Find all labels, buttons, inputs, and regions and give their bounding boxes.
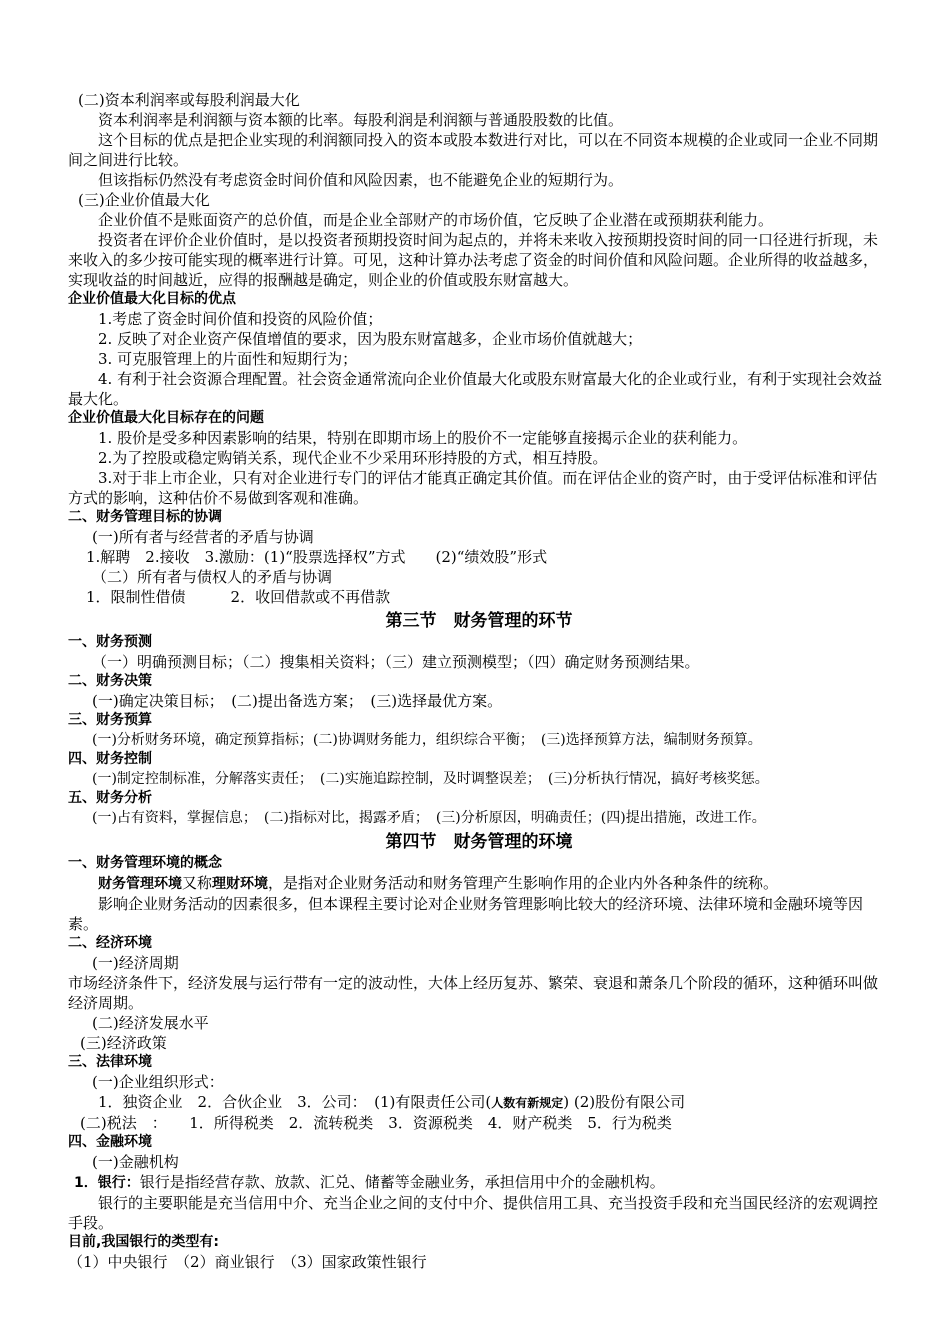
bold-heading: 五、财务分析 — [68, 790, 152, 806]
subheading: (三)企业价值最大化 — [78, 191, 210, 209]
list-item — [68, 1092, 890, 1113]
paragraph: 资本利润率是利润额与资本额的比率。每股利润是利润额与普通股股数的比值。 — [98, 111, 624, 129]
document-page — [68, 90, 890, 1272]
text-span: 又称 — [182, 874, 213, 892]
paragraph: 企业价值不是账面资产的总价值，而是企业全部财产的市场价值，它反映了企业潜在或预期获利能力。 — [98, 211, 774, 229]
text-span: ，是指对企业财务活动和财务管理产生影响作用的企业内外各种条件的统称。 — [268, 874, 779, 892]
list-item: (一)制定控制标准，分解落实责任； (二)实施追踪控制，及时调整误差； (三)分析执行情况，搞好考核奖惩。 — [92, 771, 769, 787]
subheading: (一)所有者与经营者的矛盾与协调 — [92, 528, 314, 546]
bold-heading: 二、经济环境 — [68, 935, 152, 951]
list-item: (一)确定决策目标； (二)提出备选方案； (三)选择最优方案。 — [92, 692, 503, 710]
term-bold: 1．银行： — [74, 1175, 140, 1191]
note-bold: 人数有新规定 — [491, 1096, 564, 1110]
bold-heading: 企业价值最大化目标存在的问题 — [68, 410, 264, 426]
section-title: 第四节 财务管理的环境 — [385, 832, 573, 852]
list-item: 1.考虑了资金时间价值和投资的风险价值； — [98, 310, 383, 328]
bold-heading: 企业价值最大化目标的优点 — [68, 291, 236, 307]
list-item: 1.解聘 2.接收 3.激励：(1)“股票选择权”方式 (2)“绩效股”形式 — [86, 548, 548, 566]
paragraph: 银行的主要职能是充当信用中介、充当企业之间的支付中介、提供信用工具、充当投资手段和充当国民经济的宏观调控手段。 — [68, 1194, 879, 1232]
text-span: 银行是指经营存款、放款、汇兑、储蓄等金融业务，承担信用中介的金融机构。 — [139, 1173, 665, 1191]
paragraph: 投资者在评价企业价值时，是以投资者预期投资时间为起点的，并将未来收入按预期投资时间的同一口径进行折现，未来收入的多少按可能实现的概率进行计算。可见，这种计算办法考虑了资金的时间价值和风险问题。企业所得的收益越多，实现收益的时间越近，应得的报酬越是确定，则企业的价值或股东财富越大。 — [68, 231, 879, 289]
term-bold: 理财环境 — [212, 876, 269, 892]
subheading: (一)金融机构 — [92, 1153, 179, 1171]
paragraph: 这个目标的优点是把企业实现的利润额同投入的资本或股本数进行对比，可以在不同资本规模的企业或同一企业不同期间之间进行比较。 — [68, 131, 879, 169]
bold-heading: 一、财务管理环境的概念 — [68, 855, 222, 871]
subheading: （二）所有者与债权人的矛盾与协调 — [92, 568, 333, 586]
list-item: 2.为了控股或稳定购销关系，现代企业不少采用环形持股的方式，相互持股。 — [98, 449, 608, 467]
paragraph — [68, 873, 890, 894]
bold-heading: 三、法律环境 — [68, 1054, 152, 1070]
bold-heading: 四、金融环境 — [68, 1134, 152, 1150]
term-bold: 财务管理环境 — [98, 876, 182, 892]
section-title: 第三节 财务管理的环节 — [385, 611, 573, 631]
list-item: 3. 可克服管理上的片面性和短期行为； — [98, 350, 358, 368]
bold-heading: 二、财务管理目标的协调 — [68, 509, 222, 525]
subheading: (三)经济政策 — [80, 1034, 167, 1052]
bold-heading: 目前,我国银行的类型有: — [68, 1234, 219, 1250]
list-item: 1. 股价是受多种因素影响的结果，特别在即期市场上的股价不一定能够直接揭示企业的获利能力。 — [98, 429, 748, 447]
paragraph: 影响企业财务活动的因素很多，但本课程主要讨论对企业财务管理影响比较大的经济环境、法律环境和金融环境等因素。 — [68, 895, 864, 933]
paragraph: 市场经济条件下，经济发展与运行带有一定的波动性，大体上经历复苏、繁荣、衰退和萧条几个阶段的循环，这种循环叫做经济周期。 — [68, 974, 879, 1012]
list-item: (二)税法 ： 1．所得税类 2．流转税类 3．资源税类 4．财产税类 5．行为税类 — [80, 1114, 672, 1132]
list-item: 1．限制性借债 2．收回借款或不再借款 — [86, 588, 391, 606]
text-span: ) (2)股份有限公司 — [563, 1093, 686, 1111]
subheading: (一)企业组织形式： — [92, 1073, 224, 1091]
list-item: 2. 反映了对企业资产保值增值的要求，因为股东财富越多，企业市场价值就越大； — [98, 330, 643, 348]
subheading: (二)经济发展水平 — [92, 1014, 209, 1032]
list-item: (一)分析财务环境，确定预算指标；(二)协调财务能力，组织综合平衡； (三)选择预算方法，编制财务预算。 — [92, 732, 762, 748]
list-item: （1）中央银行 （2）商业银行 （3）国家政策性银行 — [68, 1253, 427, 1271]
list-item: 4. 有利于社会资源合理配置。社会资金通常流向企业价值最大化或股东财富最大化的企业或行业，有利于实现社会效益最大化。 — [68, 370, 883, 408]
paragraph — [68, 1172, 890, 1193]
text-span: 1．独资企业 2．合伙企业 3．公司： (1)有限责任公司( — [98, 1093, 492, 1111]
bold-heading: 四、财务控制 — [68, 751, 152, 767]
bold-heading: 二、财务决策 — [68, 673, 152, 689]
list-item: (一)占有资料，掌握信息； (二)指标对比，揭露矛盾； (三)分析原因，明确责任；(四)提出措施，改进工作。 — [92, 810, 766, 826]
list-item: （一）明确预测目标；（二）搜集相关资料；（三）建立预测模型；（四）确定财务预测结果。 — [92, 653, 700, 671]
subheading: (二)资本利润率或每股利润最大化 — [78, 91, 300, 109]
bold-heading: 一、财务预测 — [68, 634, 152, 650]
bold-heading: 三、财务预算 — [68, 712, 152, 728]
list-item: 3.对于非上市企业，只有对企业进行专门的评估才能真正确定其价值。而在评估企业的资产时，由于受评估标准和评估方式的影响，这种估价不易做到客观和准确。 — [68, 469, 878, 507]
paragraph: 但该指标仍然没有考虑资金时间价值和风险因素，也不能避免企业的短期行为。 — [98, 171, 624, 189]
subheading: (一)经济周期 — [92, 954, 179, 972]
